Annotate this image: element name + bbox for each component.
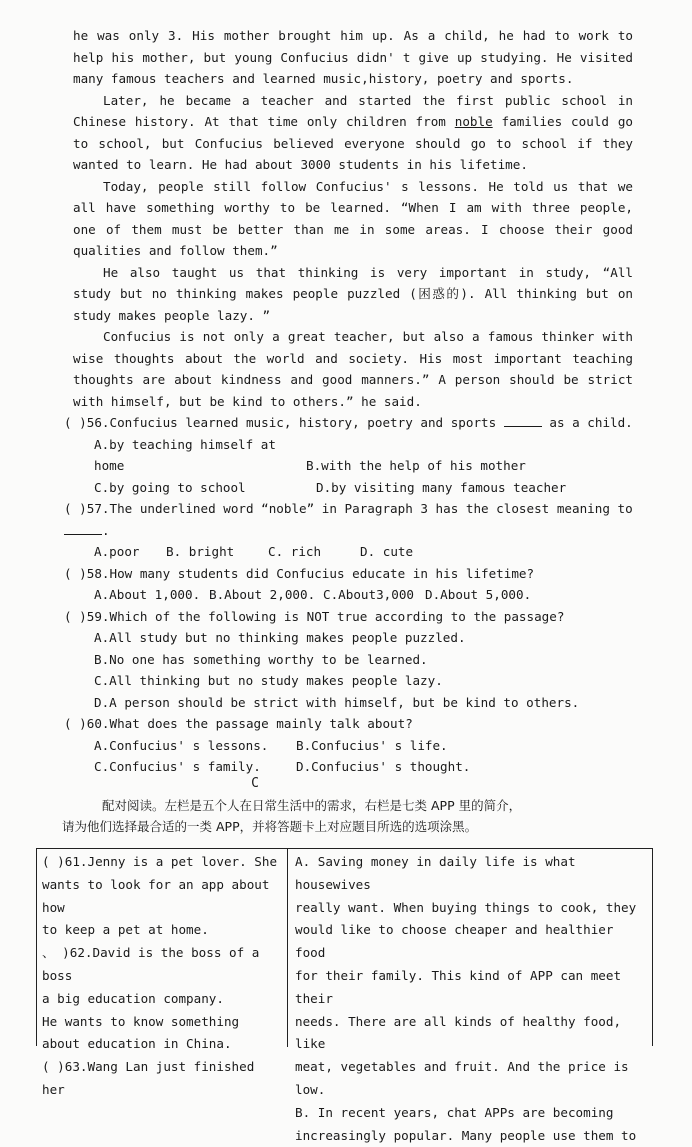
option-b[interactable]: B.Confucius' s life. bbox=[296, 737, 448, 753]
app-description-line: A. Saving money in daily life is what housewives bbox=[295, 854, 576, 892]
question-stem bbox=[64, 606, 633, 628]
section-instruction-line-1: 配对阅读。左栏是五个人在日常生活中的需求，右栏是七类 APP 里的简介， bbox=[102, 797, 522, 813]
needs-line: ( )63.Wang Lan just finished her bbox=[42, 1059, 255, 1097]
option-c[interactable]: C.Confucius' s family. bbox=[94, 759, 261, 774]
question-number: ( )58. bbox=[64, 565, 110, 581]
needs-line: He wants to know something bbox=[42, 1013, 240, 1029]
option-d[interactable]: D.A person should be strict with himself, but be kind to others. bbox=[94, 694, 580, 710]
option-a[interactable]: A.About 1,000. bbox=[94, 587, 201, 602]
needs-line: to keep a pet at home. bbox=[42, 922, 209, 938]
option-d[interactable]: D.Confucius' s thought. bbox=[296, 759, 471, 774]
question-stem-text: Which of the following is NOT true according to the passage? bbox=[109, 608, 565, 624]
answer-blank[interactable] bbox=[64, 524, 102, 535]
option-d[interactable]: D.About 5,000. bbox=[425, 587, 532, 602]
option-d[interactable]: D.by visiting many famous teacher bbox=[316, 479, 567, 495]
option-a[interactable]: A.by teaching himself at home bbox=[94, 436, 276, 473]
reading-passage bbox=[64, 25, 633, 778]
app-descriptions-column bbox=[289, 849, 654, 1143]
paragraph-3-part-2: families could go to school, but Confucius believed everyone should go to school if they wanted to learn. He had about 3000 students in his lifetime. bbox=[73, 114, 633, 172]
question-stem bbox=[64, 498, 633, 520]
option-a[interactable]: A.poor bbox=[94, 544, 140, 559]
option-c[interactable]: C.About3,000 bbox=[323, 587, 414, 602]
question-number: ( )57. bbox=[64, 501, 110, 516]
option-b[interactable]: B.No one has something worthy to be learned. bbox=[94, 651, 428, 667]
app-description-line: for their family. This kind of APP can meet their bbox=[295, 967, 622, 1006]
question-56 bbox=[64, 412, 633, 498]
options-row bbox=[64, 735, 633, 757]
paragraph-5: He also taught us that thinking is very important in study, “All study but no thinking makes people puzzled (困惑的). All thinking but on study makes people lazy. ” bbox=[73, 264, 633, 323]
app-description-line: increasingly popular. Many people use them to bbox=[295, 1127, 637, 1143]
question-stem bbox=[64, 713, 633, 735]
question-number: ( )60. bbox=[64, 716, 110, 731]
section-c-header bbox=[0, 773, 692, 837]
question-59 bbox=[64, 606, 633, 714]
app-description-line: would like to choose cheaper and healthier food bbox=[295, 922, 614, 961]
question-stem-text: How many students did Confucius educate in his lifetime? bbox=[109, 565, 535, 581]
needs-line: a big education company. bbox=[42, 990, 224, 1006]
question-stem-text: What does the passage mainly talk about? bbox=[109, 716, 413, 731]
option-c[interactable]: C.by going to school bbox=[94, 479, 246, 495]
question-58 bbox=[64, 563, 633, 606]
question-stem bbox=[64, 563, 633, 585]
section-letter: C bbox=[251, 776, 259, 791]
question-60 bbox=[64, 713, 633, 778]
needs-line: about education in China. bbox=[42, 1036, 232, 1052]
underlined-word-noble: noble bbox=[454, 114, 493, 129]
section-instruction-line-2: 请为他们选择最合适的一类 APP，并将答题卡上对应题目所选的选项涂黑。 bbox=[62, 818, 478, 834]
option-b[interactable]: B.with the help of his mother bbox=[306, 458, 526, 473]
paragraph-3 bbox=[73, 90, 633, 176]
option-a[interactable]: A.All study but no thinking makes people puzzled. bbox=[94, 630, 466, 645]
needs-line: ( )61.Jenny is a pet lover. She bbox=[42, 854, 278, 869]
question-number: ( )56. bbox=[64, 415, 110, 430]
option-b[interactable]: B.About 2,000. bbox=[209, 587, 316, 602]
app-description-line: really want. When buying things to cook, they bbox=[295, 899, 637, 915]
options-row bbox=[64, 477, 633, 499]
option-d[interactable]: D. cute bbox=[360, 544, 414, 559]
option-b[interactable]: B. bright bbox=[166, 544, 235, 559]
options-row bbox=[64, 541, 633, 563]
question-stem-end: . bbox=[102, 522, 110, 538]
app-description-line: needs. There are all kinds of healthy food, like bbox=[295, 1013, 622, 1052]
matching-table bbox=[36, 848, 653, 1143]
options-row bbox=[64, 584, 633, 606]
paragraph-2-tail: he was only 3. His mother brought him up. As a child, he had to work to help his mother, but young Confucius didn' t give up studying. He visited many famous teachers and learned music,history, poetry and sports. bbox=[73, 28, 633, 86]
question-stem-text: The underlined word “noble” in Paragraph 3 has the closest meaning to bbox=[109, 501, 633, 516]
paragraph-6: Confucius is not only a great teacher, but also a famous thinker with wise thoughts about the world and society. His most important teaching thoughts are about kindness and good manners.” A person should be strict with himself, but be kind to others.” he said. bbox=[73, 329, 633, 409]
paragraph-4: Today, people still follow Confucius' s lessons. He told us that we all have something worthy to be learned. “When I am with three people, one of them must be better than me in some areas. I choose their good qualities and follow them.” bbox=[73, 178, 633, 258]
answer-blank[interactable] bbox=[504, 414, 542, 427]
options-row bbox=[64, 434, 633, 477]
question-stem-continued bbox=[64, 520, 633, 542]
question-57 bbox=[64, 498, 633, 563]
needs-line: 、 )62.David is the boss of a boss bbox=[42, 945, 260, 983]
needs-line: wants to look for an app about how bbox=[42, 876, 270, 915]
paragraph-3-part-1: Later, he became a teacher and started the first public school in Chinese history. At that time only children from bbox=[73, 92, 633, 129]
option-a[interactable]: A.Confucius' s lessons. bbox=[94, 737, 269, 753]
question-stem bbox=[64, 412, 633, 434]
needs-column bbox=[37, 849, 288, 1097]
option-c[interactable]: C.All thinking but no study makes people lazy. bbox=[94, 673, 443, 688]
app-description-line: B. In recent years, chat APPs are becoming bbox=[295, 1104, 614, 1120]
question-number: ( )59. bbox=[64, 608, 110, 624]
question-stem-end: as a child. bbox=[541, 415, 633, 430]
option-c[interactable]: C. rich bbox=[268, 544, 322, 559]
question-stem-text: Confucius learned music, history, poetry and sports bbox=[109, 415, 504, 430]
app-description-line: meat, vegetables and fruit. And the price is low. bbox=[295, 1059, 629, 1097]
